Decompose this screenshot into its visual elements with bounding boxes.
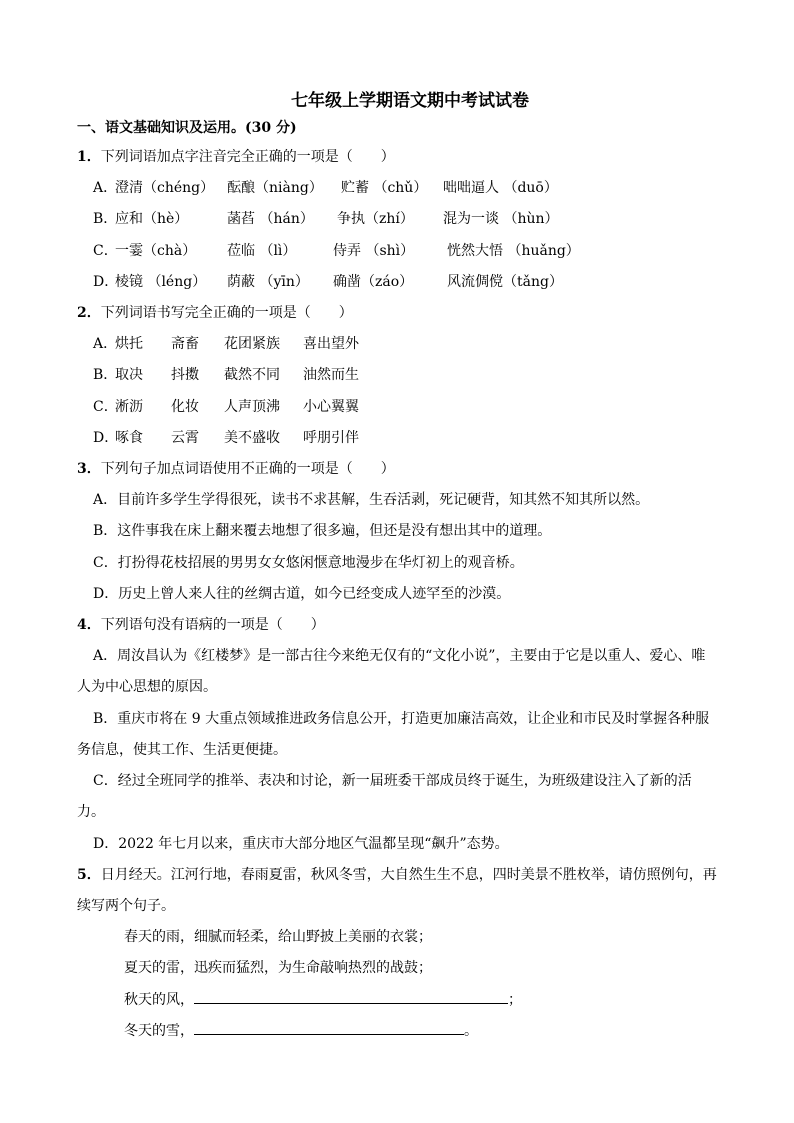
question-stem: 下列句子加点词语使用不正确的一项是（ ） [100, 461, 395, 477]
question-4 [77, 614, 325, 634]
option-item: 酝酿（niàng） [227, 180, 323, 196]
answer-prefix: 冬天的雪， [124, 1023, 194, 1039]
answer-suffix: 。 [464, 1023, 478, 1039]
question-stem: 下列语句没有语病的一项是（ ） [100, 617, 325, 633]
q2-option-a[interactable] [93, 333, 493, 353]
q2-option-d[interactable] [93, 427, 493, 447]
question-3 [77, 458, 395, 478]
option-label: C． [93, 399, 118, 415]
option-label: C． [93, 243, 118, 259]
question-stem: 下列词语加点字注音完全正确的一项是（ ） [100, 149, 395, 165]
option-label: A． [93, 180, 118, 196]
option-item: 菡萏 （hán） [227, 211, 314, 227]
question-number: 5． [77, 867, 101, 883]
question-stem: 下列词语书写完全正确的一项是（ ） [100, 305, 353, 321]
question-number: 4． [77, 617, 101, 633]
q3-option-b[interactable]: B．这件事我在床上翻来覆去地想了很多遍，但还是没有想出其中的道理。 [93, 523, 552, 539]
q1-option-a[interactable] [93, 177, 693, 197]
option-item: 莅临 （lì） [227, 243, 297, 259]
option-item: 喜出望外 [303, 336, 359, 352]
question-5-stem-cont: 续写两个句子。 [77, 898, 175, 914]
q3-option-c[interactable]: C．打扮得花枝招展的男男女女悠闲惬意地漫步在华灯初上的观音桥。 [93, 555, 524, 571]
q4-option-a-line1[interactable]: A．周汝昌认为《红楼梦》是一部古往今来绝无仅有的“文化小说”，主要由于它是以重人、爱心、唯 [93, 648, 706, 664]
q4-option-b-line1[interactable]: B．重庆市将在 9 大重点领域推进政务信息公开，打造更加廉洁高效，让企业和市民及时掌握各种服 [93, 711, 710, 727]
option-item: 美不盛收 [224, 430, 280, 446]
question-2 [77, 302, 353, 322]
page-title: 七年级上学期语文期中考试试卷 [291, 91, 529, 111]
q3-option-a[interactable]: A．目前许多学生学得很死，读书不求甚解，生吞活剥，死记硬背，知其然不知其所以然。 [93, 492, 650, 508]
q1-option-d[interactable] [93, 271, 693, 291]
q4-option-d[interactable]: D．2022 年七月以来，重庆市大部分地区气温都呈现“飙升”态势。 [93, 836, 509, 852]
option-item: 荫蔽 （yīn） [227, 274, 309, 290]
q3-option-d[interactable]: D．历史上曾人来人往的丝绸古道，如今已经变成人迹罕至的沙漠。 [93, 586, 511, 602]
option-label: B． [93, 367, 118, 383]
option-item: 取决 [115, 367, 143, 383]
option-item: 人声顶沸 [224, 399, 280, 415]
option-item: 混为一谈 （hùn） [443, 211, 559, 227]
q2-option-b[interactable] [93, 364, 493, 384]
q4-option-b-line2: 务信息，使其工作、生活更便捷。 [77, 742, 287, 758]
option-item: 啄食 [115, 430, 143, 446]
option-label: A． [93, 336, 118, 352]
answer-blank-winter[interactable] [194, 1020, 464, 1035]
option-item: 恍然大悟 （huǎng） [447, 243, 580, 259]
answer-line-winter [124, 1020, 478, 1040]
answer-suffix: ； [508, 992, 522, 1008]
answer-blank-autumn[interactable] [194, 989, 508, 1004]
q1-option-c[interactable] [93, 240, 693, 260]
option-item: 棱镜 （léng） [115, 274, 207, 290]
option-item: 小心翼翼 [303, 399, 359, 415]
example-sentence-summer: 夏天的雷，迅疾而猛烈，为生命敲响热烈的战鼓； [124, 960, 432, 976]
q2-option-c[interactable] [93, 396, 493, 416]
option-item: 化妆 [171, 399, 199, 415]
option-item: 油然而生 [303, 367, 359, 383]
answer-prefix: 秋天的风， [124, 992, 194, 1008]
option-item: 呼朋引伴 [303, 430, 359, 446]
q1-option-b[interactable] [93, 208, 693, 228]
option-item: 截然不同 [224, 367, 280, 383]
question-stem: 日月经天。江河行地，春雨夏雷，秋风冬雪，大自然生生不息，四时美景不胜枚举，请仿照例句，再 [100, 867, 717, 883]
option-item: 云霄 [171, 430, 199, 446]
option-item: 咄咄逼人 （duō） [443, 180, 558, 196]
q4-option-c-line1[interactable]: C．经过全班同学的推举、表决和讨论，新一届班委干部成员终于诞生，为班级建设注入了新的活 [93, 773, 692, 789]
option-item: 确凿（záo） [333, 274, 414, 290]
q4-option-c-line2: 力。 [77, 804, 105, 820]
option-item: 争执（zhí） [337, 211, 414, 227]
option-item: 一霎（chà） [115, 243, 197, 259]
option-item: 烘托 [115, 336, 143, 352]
question-1 [77, 146, 395, 166]
option-item: 斋畜 [171, 336, 199, 352]
q4-option-a-line2: 人为中心思想的原因。 [77, 679, 217, 695]
example-sentence-spring: 春天的雨，细腻而轻柔，给山野披上美丽的衣裳； [124, 929, 432, 945]
option-item: 贮蓄 （chǔ） [341, 180, 428, 196]
section-heading: 一、语文基础知识及运用。(30 分) [77, 120, 297, 136]
answer-line-autumn [124, 989, 522, 1009]
option-item: 侍弄 （shì） [333, 243, 415, 259]
option-label: D． [93, 430, 119, 446]
option-item: 澄清（chéng） [115, 180, 215, 196]
option-label: B． [93, 211, 118, 227]
question-5 [77, 864, 717, 884]
option-item: 抖擞 [171, 367, 199, 383]
option-item: 应和（hè） [115, 211, 189, 227]
option-item: 风流倜傥（tǎng） [447, 274, 563, 290]
question-number: 1． [77, 149, 101, 165]
question-number: 3． [77, 461, 101, 477]
option-item: 淅沥 [115, 399, 143, 415]
option-label: D． [93, 274, 119, 290]
question-number: 2． [77, 305, 101, 321]
option-item: 花团紧族 [224, 336, 280, 352]
